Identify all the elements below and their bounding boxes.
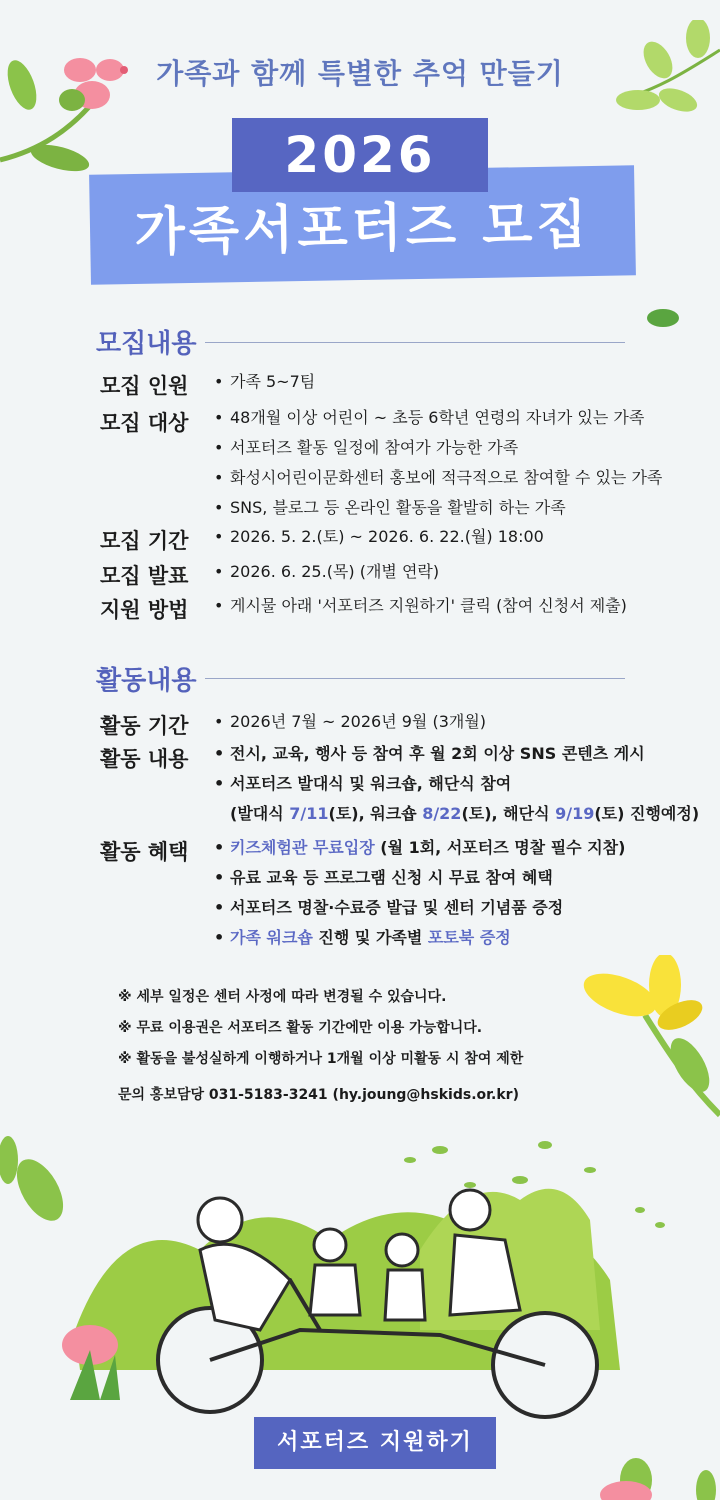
list-item: • 가족 5~7팀 [214,372,316,391]
recruit-period-items [214,522,544,552]
recruit-target-label: 모집 대상 [100,411,189,435]
subtitle: 가족과 함께 특별한 추억 만들기 [156,57,564,90]
activity-section-heading: 활동내용 [96,666,197,696]
list-item: • 키즈체험관 무료입장 (월 1회, 서포터즈 명찰 필수 지참) [214,838,626,857]
apply-method-label: 지원 방법 [100,598,189,622]
recruit-size-items [214,367,315,397]
list-item: • 서포터즈 명찰·수료증 발급 및 센터 기념품 증정 [214,898,564,917]
contact-info: 문의 홍보담당 031-5183-3241 (hy.joung@hskids.or.kr) [118,1087,519,1103]
list-item: • 가족 워크숍 진행 및 가족별 포토북 증정 [214,928,511,947]
announce-label: 모집 발표 [100,564,189,588]
list-item: • 2026. 6. 25.(목) (개별 연락) [214,562,440,581]
list-item: • SNS, 블로그 등 온라인 활동을 활발히 하는 가족 [214,498,566,517]
activity-period-items [214,707,486,737]
note-item: ※ 활동을 불성실하게 이행하거나 1개월 이상 미활동 시 참여 제한 [118,1051,524,1067]
notes [118,982,523,1075]
note-item: ※ 무료 이용권은 서포터즈 활동 기간에만 이용 가능합니다. [118,1020,483,1036]
recruit-section-heading: 모집내용 [96,329,197,359]
activity-period-label: 활동 기간 [100,714,189,738]
list-item: • 서포터즈 활동 일정에 참여가 가능한 가족 [214,438,519,457]
recruit-size-label: 모집 인원 [100,374,189,398]
section-divider [205,678,625,679]
list-item: • 서포터즈 발대식 및 워크숍, 해단식 참여 [214,774,512,793]
activity-content-label: 활동 내용 [100,747,189,771]
list-item: • 2026년 7월 ~ 2026년 9월 (3개월) [214,712,487,731]
recruit-target-items [214,403,662,523]
apply-method-items [214,591,627,621]
list-item: • 유료 교육 등 프로그램 신청 시 무료 참여 혜택 [214,868,553,887]
family-tandem-bicycle-illustration [0,1130,720,1420]
activity-benefit-items [214,833,625,953]
pink-flower-illustration [596,1440,720,1500]
list-item: • 화성시어린이문화센터 홍보에 적극적으로 참여할 수 있는 가족 [214,468,663,487]
recruit-period-label: 모집 기간 [100,529,189,553]
title-banner: 가족서포터즈 모집 [89,165,636,284]
activity-content-items [214,739,699,829]
leaf-illustration [646,307,680,329]
yellow-flower-illustration [570,955,720,1125]
list-item: • 전시, 교육, 행사 등 참여 후 월 2회 이상 SNS 콘텐츠 게시 [214,744,645,763]
year-banner: 2026 [232,118,488,192]
announce-items [214,557,439,587]
section-divider [205,342,625,343]
note-item: ※ 세부 일정은 센터 사정에 따라 변경될 수 있습니다. [118,989,447,1005]
list-item: • 게시물 아래 '서포터즈 지원하기' 클릭 (참여 신청서 제출) [214,596,627,615]
list-item: • 2026. 5. 2.(토) ~ 2026. 6. 22.(월) 18:00 [214,527,544,546]
list-item: (발대식 7/11(토), 워크숍 8/22(토), 해단식 9/19(토) 진행예정) [230,804,700,823]
list-item: • 48개월 이상 어린이 ~ 초등 6학년 연령의 자녀가 있는 가족 [214,408,645,427]
apply-supporters-button[interactable]: 서포터즈 지원하기 [254,1417,496,1469]
activity-benefit-label: 활동 혜택 [100,840,189,864]
